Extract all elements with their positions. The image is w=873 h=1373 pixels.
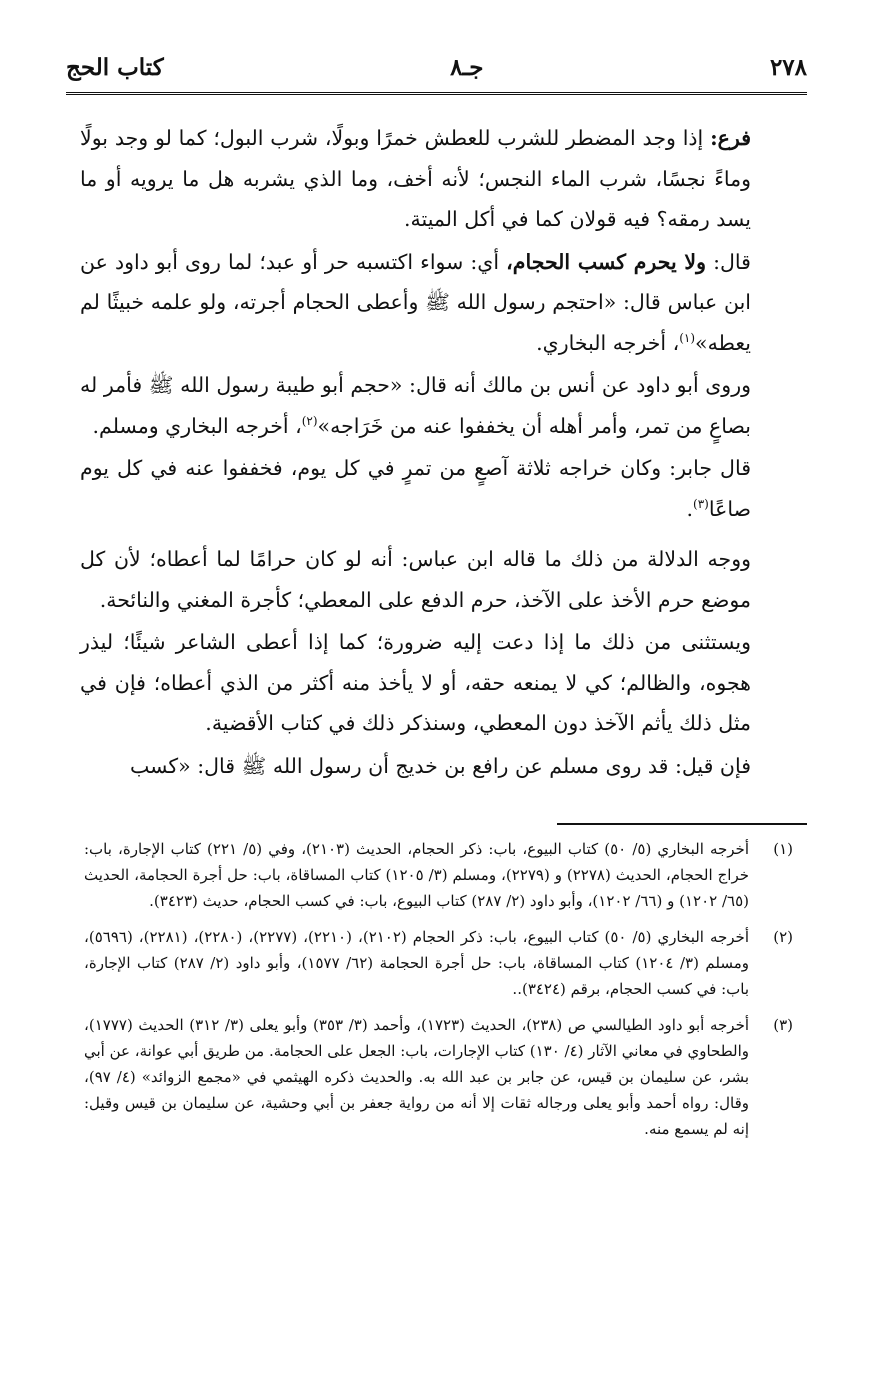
paragraph-2-text: أي: سواء اكتسبه حر أو عبد؛ لما روى أبو داود عن ابن عباس قال: «احتجم رسول الله ﷺ وأعطى الحجام أجرته، ولو علمه خبيثًا لم يعطه»: [80, 249, 751, 355]
header-rule: [66, 92, 807, 95]
book-title: كتاب الحج: [66, 53, 164, 81]
paragraph-7: فإن قيل: قد روى مسلم عن رافع بن خديج أن رسول الله ﷺ قال: «كسب: [129, 753, 751, 778]
paragraph-4: [80, 448, 791, 529]
paragraph-2-tail: ، أخرجه البخاري.: [536, 330, 680, 355]
footnote-number: (٢): [773, 928, 793, 946]
footnote-item: [84, 924, 793, 1002]
paragraph-6: ويستثنى من ذلك ما إذا دعت إليه ضرورة؛ كما إذا أعطى الشاعر شيئًا؛ ليذر هجوه، والظالم؛ كي لا يمنعه حقه، أو لا يأخذ منه أكثر من الذي أعطاه؛ فإن في مثل ذلك يأثم الآخذ دون المعطي، وسنذكر ذلك في كتاب الأقضية.: [80, 630, 751, 735]
paragraph-3-text: وروى أبو داود عن أنس بن مالك أنه قال: «حجم أبو طيبة رسول الله ﷺ فأمر له بصاعٍ من تمر، وأمر أهله أن يخففوا عنه من خَرَاجه»: [80, 373, 751, 438]
footnote-number: (٣): [773, 1016, 793, 1034]
footnote-item: [84, 1012, 793, 1142]
paragraph-2-lead: ولا يحرم كسب الحجام،: [506, 249, 707, 274]
paragraph-3-tail: ، أخرجه البخاري ومسلم.: [92, 413, 302, 438]
footnote-ref-3[interactable]: (٣): [693, 496, 709, 511]
main-text: [80, 118, 791, 786]
footnote-ref-2[interactable]: (٢): [301, 413, 318, 428]
footnote-separator: [557, 823, 807, 825]
paragraph-1-text: إذا وجد المضطر للشرب للعطش خمرًا وبولًا، شرب البول؛ كما لو وجد بولًا وماءً نجسًا، شرب الماء النجس؛ لأنه أخف، وما الذي يشربه هل ما يرويه أو ما يسد رمقه؟ فيه قولان كما في أكل الميتة.: [80, 126, 751, 231]
footnote-item: [84, 836, 793, 914]
footnote-text: أخرجه أبو داود الطيالسي ص (٢٣٨)، الحديث (١٧٢٣)، وأحمد (٣/ ٣٥٣) وأبو يعلى (٣/ ٣١٢) الحديث (١٧٧٧)، والطحاوي في معاني الآثار (٤/ ١٣٠) كتاب الإجارات، باب: الجعل على الحجامة. من طريق أبي عوانة، عن أبي بشر، عن سليمان بن قيس، عن جابر بن عبد الله به. والحديث ذكره الهيثمي في «مجمع الزوائد» (٤/ ٩٧)، وقال: رواه أحمد وأبو يعلى ورجاله ثقات إلا أنه من رواية جعفر بن أبي وحشية، عن سليمان بن قيس وقيل: إنه لم يسمع منه.: [84, 1016, 750, 1138]
paragraph-5: ووجه الدلالة من ذلك ما قاله ابن عباس: أنه لو كان حرامًا لما أعطاه؛ لأن كل موضع حرم الأخذ على الآخذ، حرم الدفع على المعطي؛ كأجرة المغني والنائحة.: [80, 547, 751, 612]
paragraph-1-lead: فرع:: [710, 126, 751, 150]
footnote-text: أخرجه البخاري (٥/ ٥٠) كتاب البيوع، باب: ذكر الحجام (٢١٠٢)، (٢٢١٠)، (٢٢٧٧)، (٢٢٨٠)، (٢٢٨١)، (٥٦٩٦)، ومسلم (٣/ ١٢٠٤) كتاب المساقاة، باب: حل أجرة الحجامة (٦٢/ ١٥٧٧)، وأبو داود (٢/ ٢٨٧) كتاب الإجارة، باب: في كسب الحجام، برقم (٣٤٢٤)..: [84, 928, 749, 998]
footnote-number: (١): [773, 840, 793, 858]
paragraph-2: [80, 242, 791, 364]
page-number: ٢٧٨: [769, 53, 807, 81]
paragraph-4-tail: .: [686, 496, 694, 521]
paragraph-1: [80, 118, 791, 240]
footnote-text: أخرجه البخاري (٥/ ٥٠) كتاب البيوع، باب: ذكر الحجام، الحديث (٢١٠٣)، وفي (٥/ ٢٢١) كتاب الإجارة، باب: خراج الحجام، الحديث (٢٢٧٨) و (٢٢٧٩)، ومسلم (٣/ ١٢٠٥) كتاب المساقاة، باب: حل أجرة الحجامة، الحديث (٦٥/ ١٢٠٢) و (٦٦/ ١٢٠٢)، وأبو داود (٢/ ٢٨٧) كتاب البيوع، باب: في كسب الحجام، حديث (٣٤٢٣).: [84, 840, 749, 910]
volume-label: جـ٨: [450, 53, 484, 81]
footnotes: [84, 836, 793, 1152]
footnote-ref-1[interactable]: (١): [679, 330, 696, 345]
paragraph-4-text: قال جابر: وكان خراجه ثلاثة آصعٍ من تمرٍ في كل يوم، فخففوا عنه في كل يوم صاعًا: [80, 456, 751, 521]
paragraph-2-prefix: قال:: [713, 249, 751, 274]
paragraph-3: [80, 365, 791, 446]
page-header: [66, 50, 807, 84]
